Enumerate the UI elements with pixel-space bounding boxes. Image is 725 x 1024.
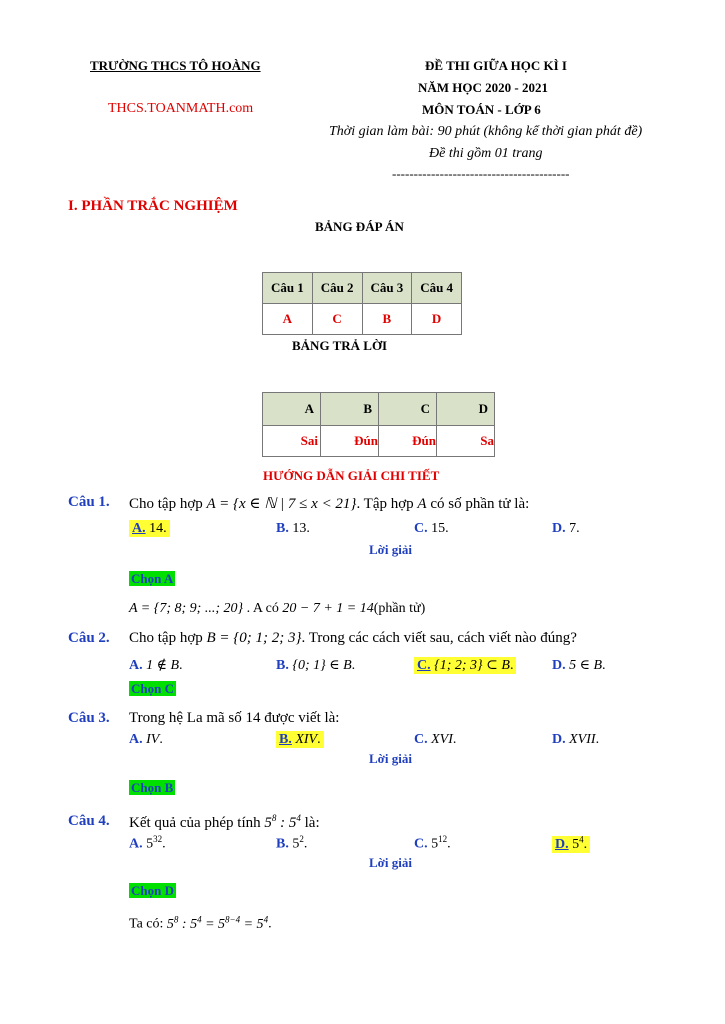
answer-table-header: Câu 4 bbox=[412, 273, 462, 304]
option-label: B. bbox=[276, 521, 289, 536]
question-1-text bbox=[129, 494, 529, 513]
option-label: D. bbox=[552, 732, 566, 747]
explanation-text: Ta có: bbox=[129, 916, 164, 932]
math-expression: B = {0; 1; 2; 3} bbox=[206, 630, 302, 646]
math-expression: A = {7; 8; 9; ...; 20} bbox=[129, 601, 244, 616]
option-label: A. bbox=[129, 658, 143, 673]
question-text: Kết quả của phép tính bbox=[129, 815, 261, 831]
question-1-label: Câu 1. bbox=[68, 494, 110, 510]
option-value: 5 bbox=[572, 836, 580, 852]
option-c[interactable]: C. 15. bbox=[414, 521, 449, 536]
question-text: là: bbox=[304, 815, 320, 831]
option-label: D. bbox=[552, 521, 566, 536]
answer-cell: B bbox=[362, 304, 412, 335]
reply-table-header: D bbox=[437, 393, 495, 426]
question-4-text bbox=[129, 813, 320, 832]
reply-cell: Sa bbox=[437, 426, 495, 457]
option-value: {1; 2; 3} ⊂ B bbox=[434, 658, 510, 673]
math-expression: A bbox=[417, 496, 427, 512]
option-label: C. bbox=[417, 658, 431, 673]
answer-cell: A bbox=[263, 304, 313, 335]
option-label: A. bbox=[129, 732, 143, 747]
option-label: B. bbox=[276, 658, 289, 673]
reply-table-header: A bbox=[263, 393, 321, 426]
option-c[interactable]: C. {1; 2; 3} ⊂ B. bbox=[414, 657, 516, 674]
option-value: XVI bbox=[431, 732, 453, 747]
option-b[interactable]: B. {0; 1} ∈ B. bbox=[276, 658, 356, 673]
option-value: 5 bbox=[146, 836, 154, 852]
option-value: XIV bbox=[295, 732, 318, 747]
exam-subject: MÔN TOÁN - LỚP 6 bbox=[422, 102, 541, 117]
option-label: B. bbox=[279, 732, 292, 747]
math-expression: $5^8$ : $5^4$ bbox=[264, 813, 301, 831]
answer-cell: C bbox=[312, 304, 362, 335]
solution-label: Lời giải bbox=[369, 855, 412, 870]
solution-label: Lời giải bbox=[369, 751, 412, 766]
reply-table bbox=[262, 392, 495, 457]
option-value: IV bbox=[146, 732, 160, 747]
question-2-label: Câu 2. bbox=[68, 630, 110, 646]
question-4-label: Câu 4. bbox=[68, 813, 110, 829]
option-exponent: 2 bbox=[299, 834, 304, 844]
option-c[interactable]: C. XVI. bbox=[414, 732, 457, 747]
option-value: 1 ∉ B bbox=[146, 658, 180, 673]
option-label: D. bbox=[555, 836, 569, 852]
question-3-label: Câu 3. bbox=[68, 710, 110, 726]
option-value: XVII bbox=[569, 732, 596, 747]
question-text: Cho tập hợp bbox=[129, 630, 203, 646]
option-value: 15 bbox=[431, 521, 446, 536]
choice-text: Chọn D bbox=[131, 883, 174, 898]
choice-text: Chọn A bbox=[131, 571, 174, 586]
math-expression: $5^8$ : $5^4 = 5^{8-4} = 5^4$ bbox=[166, 914, 269, 932]
website-link[interactable]: THCS.TOANMATH.com bbox=[108, 101, 254, 116]
solution-title: HƯỚNG DẪN GIẢI CHI TIẾT bbox=[263, 468, 440, 483]
option-a[interactable]: A. IV. bbox=[129, 732, 163, 747]
exam-pages: Đề thi gồm 01 trang bbox=[429, 146, 543, 161]
option-label: D. bbox=[552, 658, 566, 673]
option-label: C. bbox=[414, 836, 428, 852]
option-a[interactable]: A. 14. bbox=[129, 521, 170, 537]
option-label: A. bbox=[129, 836, 143, 852]
explanation-text: . A có bbox=[246, 601, 279, 616]
reply-table-title: BẢNG TRẢ LỜI bbox=[292, 338, 388, 353]
option-d[interactable]: D. 7. bbox=[552, 521, 580, 536]
exam-year: NĂM HỌC 2020 - 2021 bbox=[418, 80, 548, 95]
option-b[interactable]: B. $5^2$. bbox=[276, 834, 308, 852]
answer-table bbox=[262, 272, 462, 335]
option-value: 7 bbox=[569, 521, 577, 536]
explanation bbox=[129, 601, 425, 617]
reply-table-header: C bbox=[379, 393, 437, 426]
explanation-text: (phần tử) bbox=[373, 601, 426, 616]
option-d[interactable]: D. 5 ∈ B. bbox=[552, 658, 606, 673]
math-expression: A = {x ∈ ℕ | 7 ≤ x < 21} bbox=[206, 496, 357, 512]
option-c[interactable]: C. $5^{12}$. bbox=[414, 834, 451, 852]
header-divider: ----------------------------------------- bbox=[392, 166, 570, 181]
choice-text: Chọn C bbox=[131, 681, 174, 696]
exam-title: ĐỀ THI GIỮA HỌC KÌ I bbox=[425, 58, 567, 73]
option-value: 5 ∈ B bbox=[569, 658, 603, 673]
reply-cell: Sai bbox=[263, 426, 321, 457]
option-b[interactable]: B. 13. bbox=[276, 521, 310, 536]
option-value: 14 bbox=[149, 521, 164, 536]
option-label: B. bbox=[276, 836, 289, 852]
option-label: C. bbox=[414, 521, 428, 536]
option-value: 5 bbox=[292, 836, 300, 852]
solution-label: Lời giải bbox=[369, 542, 412, 557]
answer-cell: D bbox=[412, 304, 462, 335]
question-text: . Tập hợp bbox=[356, 496, 414, 512]
option-exponent: 12 bbox=[438, 834, 448, 844]
answer-table-header: Câu 1 bbox=[263, 273, 313, 304]
exam-time: Thời gian làm bài: 90 phút (không kể thời gian phát đề) bbox=[329, 124, 643, 139]
reply-table-header: B bbox=[321, 393, 379, 426]
question-text: . Trong các cách viết sau, cách viết nào đúng? bbox=[301, 630, 577, 646]
option-label: C. bbox=[414, 732, 428, 747]
question-2-text bbox=[129, 630, 577, 647]
question-text: Cho tập hợp bbox=[129, 496, 203, 512]
option-d[interactable]: D. $5^4$. bbox=[552, 834, 590, 853]
math-expression: 20 − 7 + 1 = 14 bbox=[282, 601, 374, 616]
option-a[interactable]: A. 1 ∉ B. bbox=[129, 658, 183, 673]
section-title: I. PHẦN TRẮC NGHIỆM bbox=[68, 198, 238, 214]
option-value: {0; 1} ∈ B bbox=[292, 658, 352, 673]
option-exponent: 32 bbox=[153, 834, 163, 844]
choice-badge bbox=[129, 883, 176, 899]
answer-table-header: Câu 3 bbox=[362, 273, 412, 304]
reply-cell: Đún bbox=[379, 426, 437, 457]
choice-badge bbox=[129, 780, 175, 796]
answer-table-header: Câu 2 bbox=[312, 273, 362, 304]
option-d[interactable]: D. XVII. bbox=[552, 732, 600, 747]
option-exponent: 4 bbox=[579, 834, 584, 844]
option-b[interactable]: B. XIV. bbox=[276, 732, 324, 748]
question-3-text: Trong hệ La mã số 14 được viết là: bbox=[129, 710, 340, 726]
school-name: TRƯỜNG THCS TÔ HOÀNG bbox=[90, 58, 261, 73]
choice-badge bbox=[129, 681, 176, 697]
option-a[interactable]: A. $5^{32}$. bbox=[129, 834, 166, 852]
answer-table-title: BẢNG ĐÁP ÁN bbox=[315, 219, 404, 234]
question-text: có số phần tử là: bbox=[430, 496, 530, 512]
reply-cell: Đún bbox=[321, 426, 379, 457]
option-label: A. bbox=[132, 521, 146, 536]
option-value: 5 bbox=[431, 836, 439, 852]
option-value: 13 bbox=[292, 521, 307, 536]
choice-badge bbox=[129, 571, 175, 587]
choice-text: Chọn B bbox=[131, 780, 174, 795]
explanation: Ta có: $5^8$ : $5^4 = 5^{8-4} = 5^4$. bbox=[129, 914, 272, 932]
